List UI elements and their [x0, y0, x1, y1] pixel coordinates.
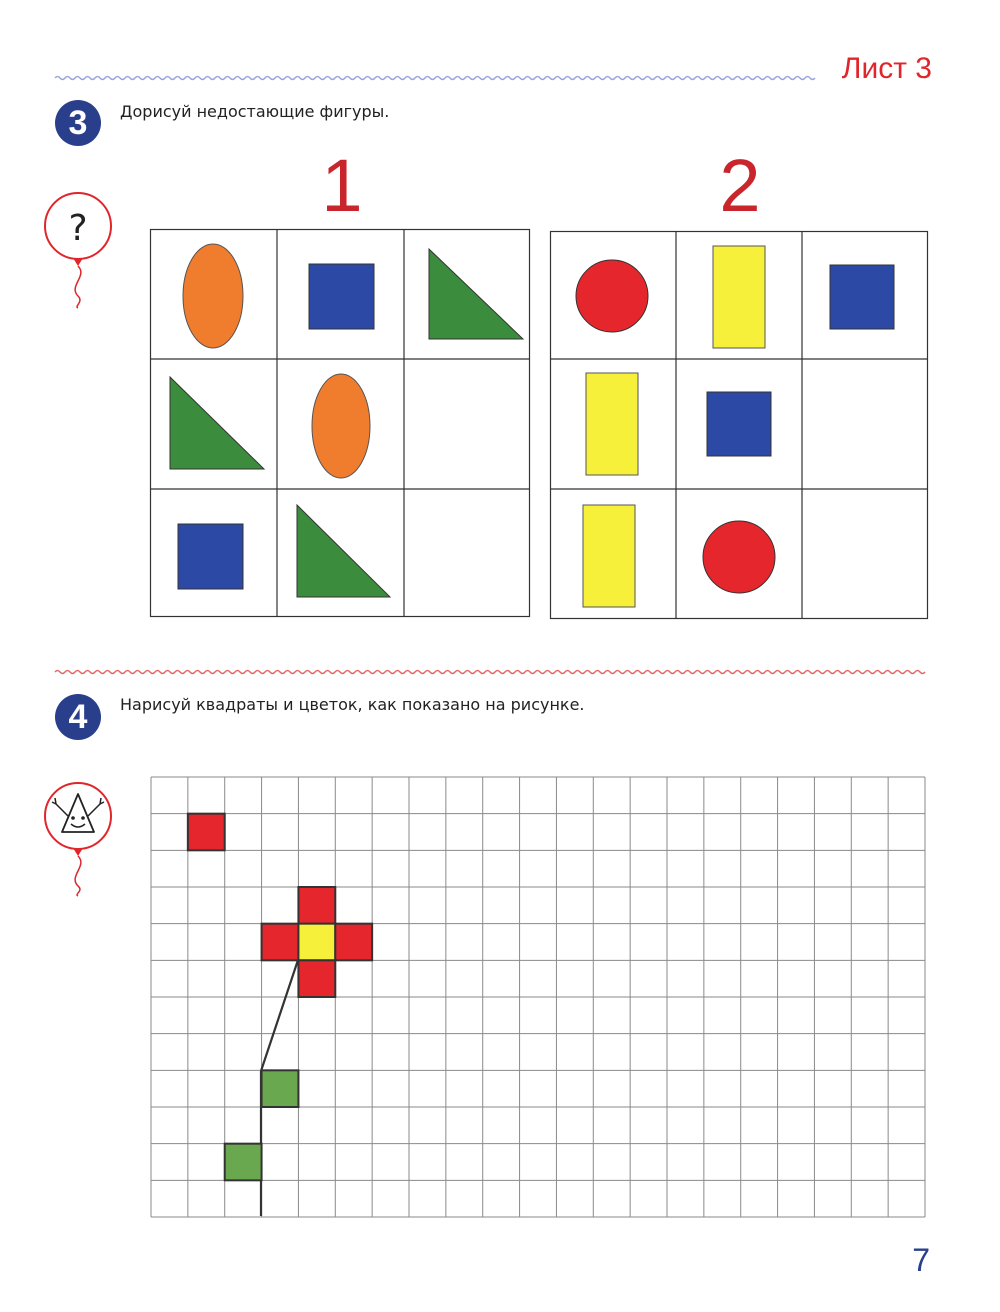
green-grid-square [225, 1144, 262, 1181]
red-grid-square [298, 960, 335, 997]
red-grid-square [335, 924, 372, 961]
green-grid-square [262, 1070, 299, 1107]
green-triangle [429, 249, 523, 339]
green-triangle [297, 505, 390, 597]
square-paper-grid[interactable] [150, 776, 926, 1218]
page-number: 7 [912, 1242, 930, 1278]
red-grid-square [188, 814, 225, 851]
empty-cell-1 [803, 360, 927, 488]
red-grid-square [298, 887, 335, 924]
grid-2-label: 2 [719, 144, 761, 227]
yellow-rectangle [583, 505, 635, 607]
task-4-instruction: Нарисуй квадраты и цветок, как показано на рисунке. [120, 695, 585, 714]
middle-wavy-divider [0, 662, 1000, 682]
yellow-rectangle [713, 246, 765, 348]
shape-grid-1 [150, 229, 530, 617]
empty-cell-2 [405, 490, 529, 616]
yellow-rectangle [586, 373, 638, 475]
empty-cell-1 [405, 360, 529, 488]
green-triangle [170, 377, 264, 469]
blue-square [707, 392, 771, 456]
orange-oval [183, 244, 243, 348]
blue-square [178, 524, 243, 589]
question-mark: ? [68, 208, 88, 249]
red-circle [703, 521, 775, 593]
smiling-triangle-balloon-icon [40, 778, 120, 898]
orange-oval [312, 374, 370, 478]
flower-stem-slant [261, 954, 300, 1071]
empty-cell-2 [803, 490, 927, 618]
red-grid-square [262, 924, 299, 961]
question-balloon-icon [40, 190, 120, 310]
yellow-grid-square [298, 924, 335, 961]
task-3-instruction: Дорисуй недостающие фигуры. [120, 102, 390, 121]
red-circle [576, 260, 648, 332]
task-4-badge: 4 [55, 694, 101, 740]
blue-square [830, 265, 894, 329]
task-3-badge: 3 [55, 100, 101, 146]
shape-grid-2 [550, 231, 928, 619]
blue-square [309, 264, 374, 329]
grid-1-label: 1 [321, 144, 363, 227]
sheet-label: Лист 3 [841, 52, 932, 85]
